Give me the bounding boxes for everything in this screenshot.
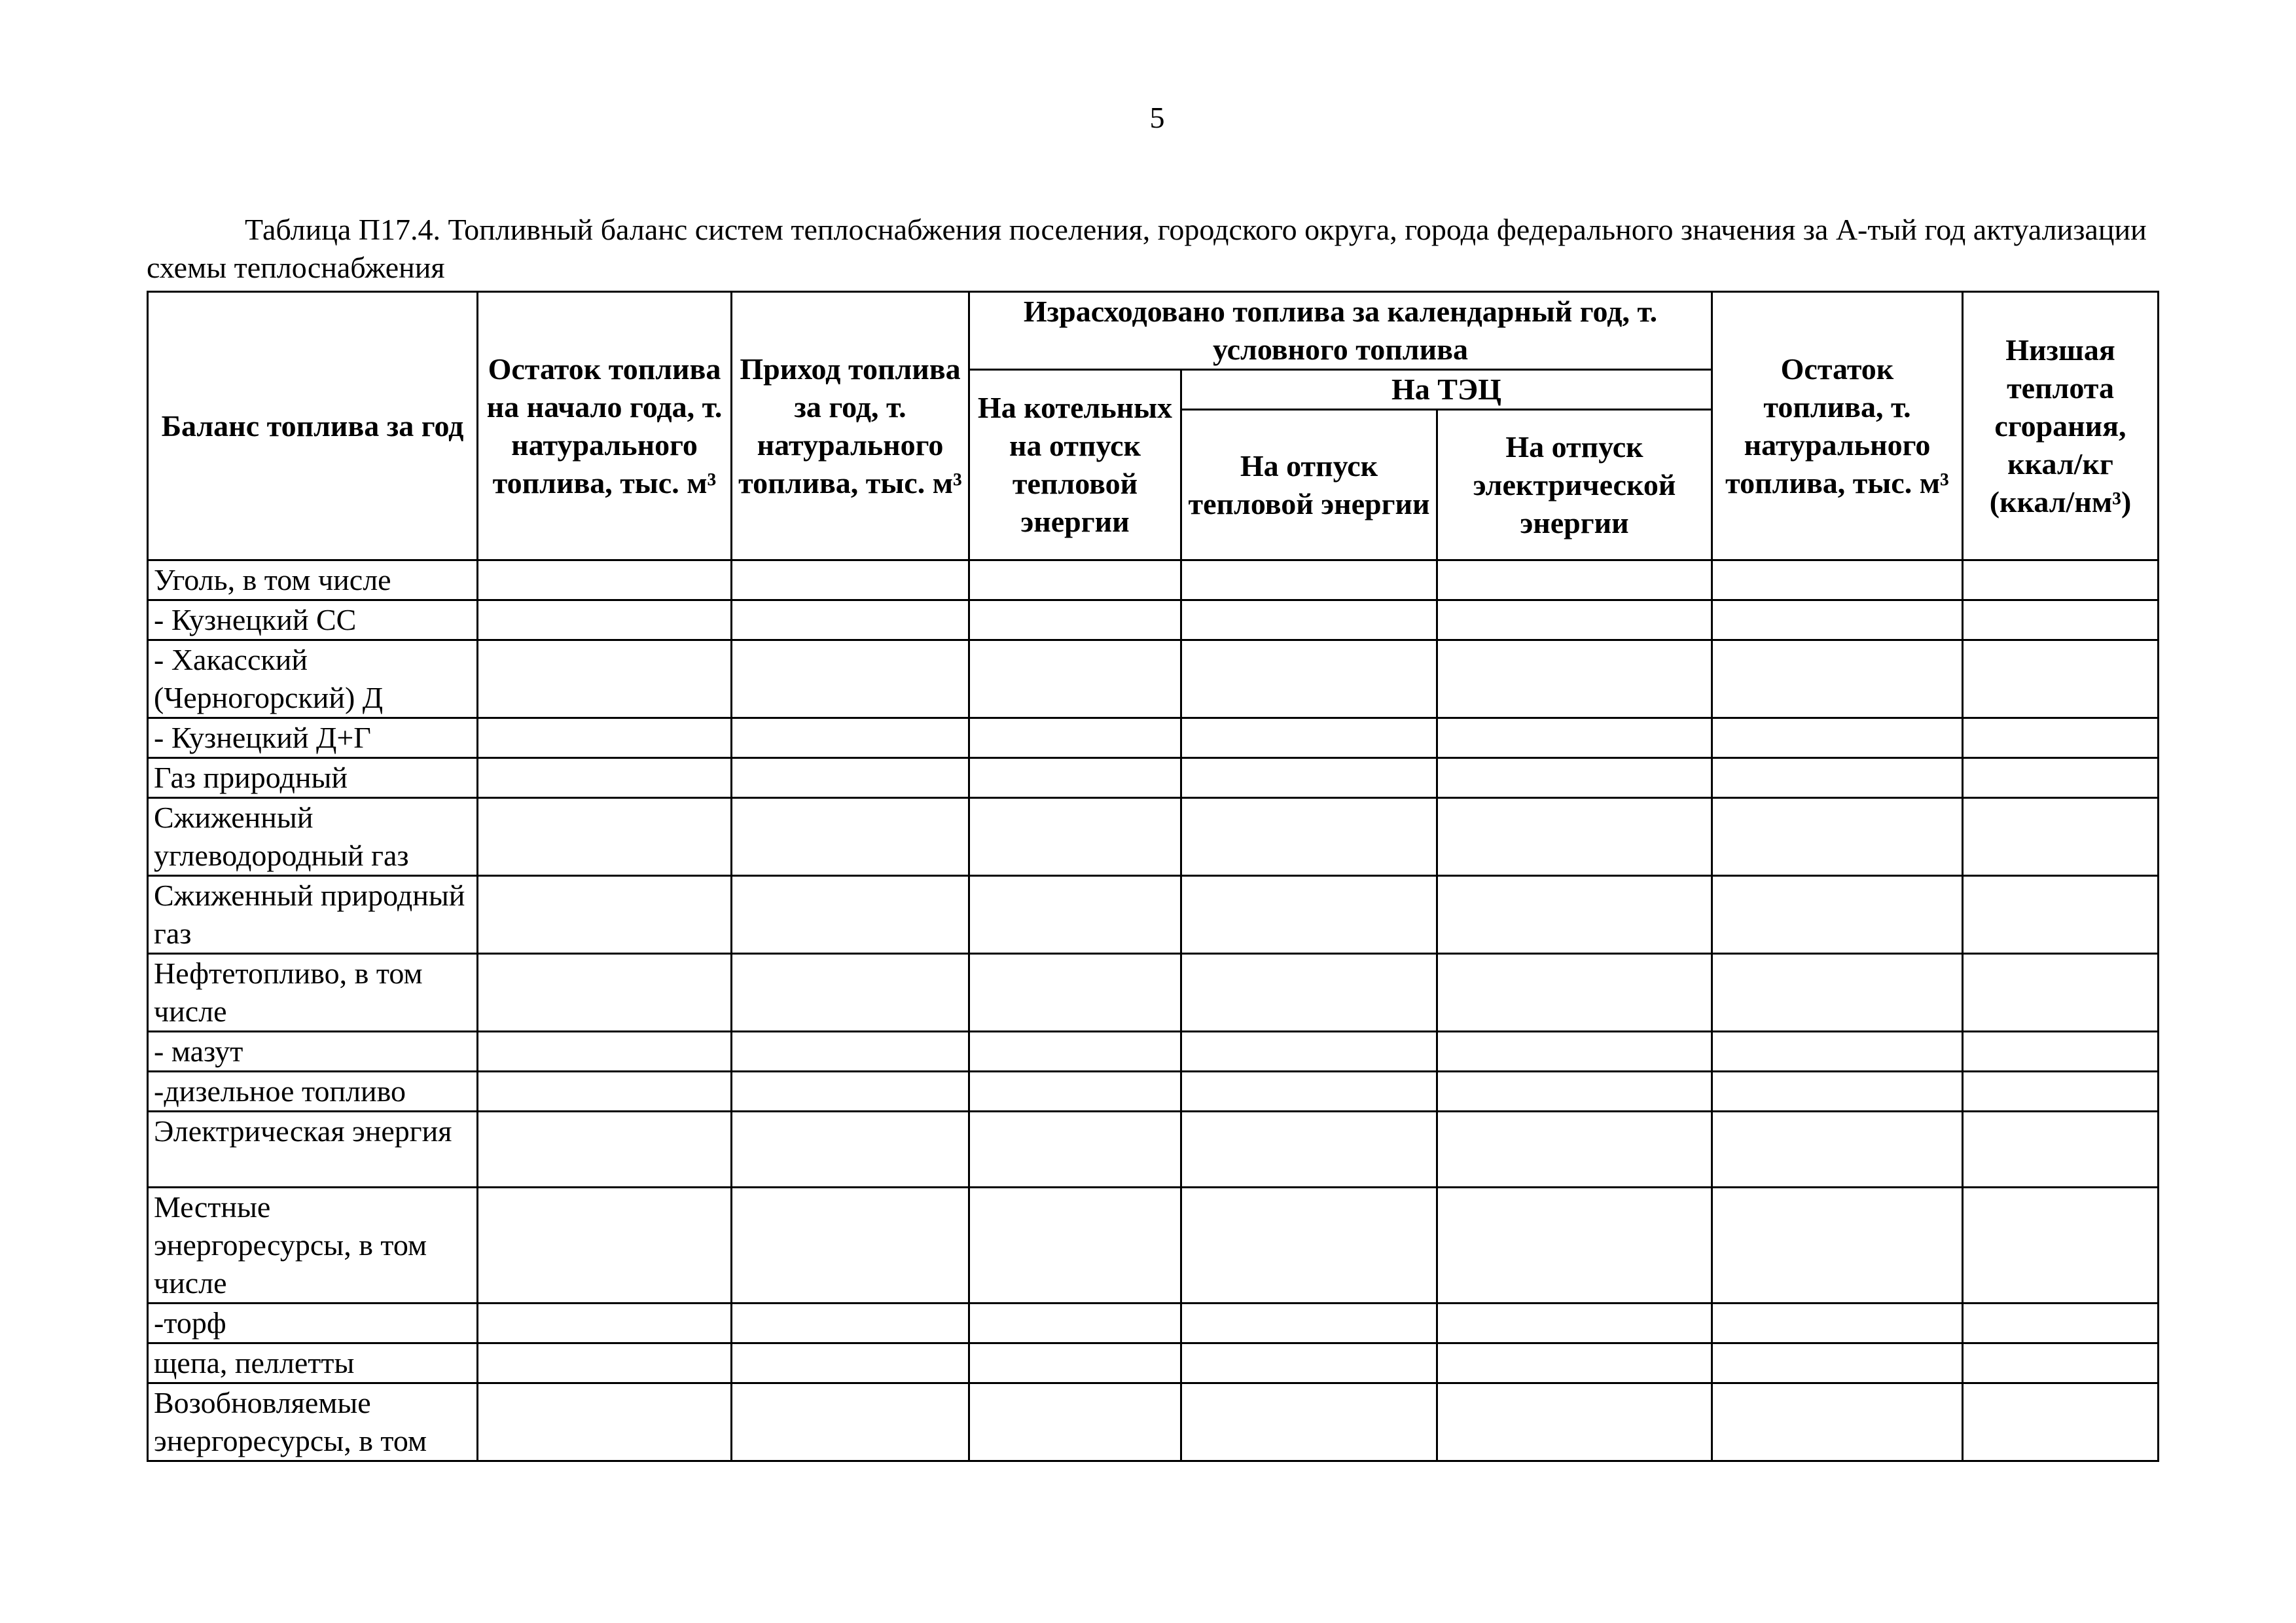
header-chp: На ТЭЦ <box>1181 370 1712 410</box>
table-cell <box>1963 876 2159 954</box>
row-label: Возобновляемые энергоресурсы, в том <box>148 1383 478 1461</box>
table-cell <box>1181 1112 1437 1188</box>
header-balance: Баланс топлива за год <box>148 292 478 560</box>
header-income: Приход топлива за год, т. натурального топлива, тыс. м³ <box>732 292 969 560</box>
table-cell <box>478 1304 732 1343</box>
table-cell <box>1712 560 1963 600</box>
table-row <box>148 954 2159 1032</box>
table-cell <box>1712 1343 1963 1383</box>
table-cell <box>1963 798 2159 876</box>
table-cell <box>732 954 969 1032</box>
table-cell <box>732 1032 969 1072</box>
row-label: - мазут <box>148 1032 478 1072</box>
table-cell <box>1712 1032 1963 1072</box>
table-cell <box>1437 758 1712 798</box>
table-cell <box>1181 560 1437 600</box>
table-row <box>148 1112 2159 1188</box>
table-cell <box>1963 1188 2159 1304</box>
header-start-stock: Остаток топлива на начало года, т. натурального топлива, тыс. м³ <box>478 292 732 560</box>
table-cell <box>1963 1343 2159 1383</box>
table-cell <box>478 600 732 640</box>
table-cell <box>1963 954 2159 1032</box>
table-cell <box>1712 600 1963 640</box>
table-row <box>148 1343 2159 1383</box>
table-cell <box>1181 1188 1437 1304</box>
table-cell <box>478 1383 732 1461</box>
table-cell <box>969 560 1181 600</box>
table-cell <box>478 1032 732 1072</box>
table-cell <box>1963 1072 2159 1112</box>
table-cell <box>478 1112 732 1188</box>
table-cell <box>732 718 969 758</box>
row-label: - Кузнецкий Д+Г <box>148 718 478 758</box>
table-cell <box>1181 640 1437 718</box>
row-label: -дизельное топливо <box>148 1072 478 1112</box>
table-row <box>148 876 2159 954</box>
table-row <box>148 1032 2159 1072</box>
table-cell <box>1437 876 1712 954</box>
table-cell <box>969 876 1181 954</box>
table-cell <box>969 718 1181 758</box>
row-label: щепа, пеллетты <box>148 1343 478 1383</box>
table-row <box>148 718 2159 758</box>
table-cell <box>1712 1072 1963 1112</box>
table-cell <box>732 876 969 954</box>
table-cell <box>732 1188 969 1304</box>
header-spent: Израсходовано топлива за календарный год, т. условного топлива <box>969 292 1712 370</box>
table-cell <box>1181 1304 1437 1343</box>
table-cell <box>1437 1188 1712 1304</box>
table-cell <box>1437 1383 1712 1461</box>
table-cell <box>478 560 732 600</box>
table-cell <box>732 1383 969 1461</box>
table-row <box>148 798 2159 876</box>
table-cell <box>732 798 969 876</box>
table-cell <box>1437 560 1712 600</box>
row-label: Электрическая энергия <box>148 1112 478 1188</box>
table-cell <box>478 876 732 954</box>
row-label: -торф <box>148 1304 478 1343</box>
table-cell <box>969 954 1181 1032</box>
table-cell <box>1437 1072 1712 1112</box>
table-cell <box>1963 1032 2159 1072</box>
table-cell <box>478 1188 732 1304</box>
table-cell <box>478 954 732 1032</box>
table-cell <box>1712 1304 1963 1343</box>
header-boilers: На котельных на отпуск тепловой энергии <box>969 370 1181 560</box>
table-cell <box>1181 718 1437 758</box>
row-label: Нефтетопливо, в том числе <box>148 954 478 1032</box>
table-row <box>148 1072 2159 1112</box>
table-cell <box>732 600 969 640</box>
table-cell <box>1963 718 2159 758</box>
row-label: Сжиженный углеводородный газ <box>148 798 478 876</box>
table-cell <box>732 1072 969 1112</box>
table-row <box>148 1188 2159 1304</box>
header-end-stock: Остаток топлива, т. натурального топлива, тыс. м³ <box>1712 292 1963 560</box>
table-cell <box>1712 1383 1963 1461</box>
table-cell <box>1437 640 1712 718</box>
fuel-balance-table <box>147 291 2159 1462</box>
table-cell <box>478 758 732 798</box>
table-row <box>148 640 2159 718</box>
table-cell <box>969 1383 1181 1461</box>
table-cell <box>478 1343 732 1383</box>
row-label: - Кузнецкий СС <box>148 600 478 640</box>
table-cell <box>1712 1188 1963 1304</box>
table-cell <box>969 640 1181 718</box>
table-cell <box>1181 876 1437 954</box>
table-cell <box>1712 640 1963 718</box>
table-cell <box>969 798 1181 876</box>
table-cell <box>1712 798 1963 876</box>
row-label: Сжиженный природный газ <box>148 876 478 954</box>
table-cell <box>1712 954 1963 1032</box>
header-chp-power: На отпуск электрической энергии <box>1437 410 1712 560</box>
table-row <box>148 600 2159 640</box>
table-cell <box>732 1112 969 1188</box>
table-cell <box>969 600 1181 640</box>
table-cell <box>1963 1304 2159 1343</box>
table-cell <box>1437 954 1712 1032</box>
table-cell <box>1712 876 1963 954</box>
table-cell <box>1437 600 1712 640</box>
table-cell <box>969 1072 1181 1112</box>
row-label: - Хакасский (Черногорский) Д <box>148 640 478 718</box>
table-caption: Таблица П17.4. Топливный баланс систем теплоснабжения поселения, городского округа, города федерального значения за А-тый год актуализации схемы теплоснабжения <box>147 213 2147 284</box>
table-row <box>148 560 2159 600</box>
table-cell <box>1963 640 2159 718</box>
table-cell <box>478 640 732 718</box>
table-cell <box>1963 1112 2159 1188</box>
table-cell <box>1963 560 2159 600</box>
table-body <box>148 560 2159 1461</box>
table-row <box>148 1383 2159 1461</box>
table-cell <box>1712 758 1963 798</box>
table-cell <box>1712 1112 1963 1188</box>
row-label: Уголь, в том числе <box>148 560 478 600</box>
table-cell <box>969 1343 1181 1383</box>
table-cell <box>478 1072 732 1112</box>
table-cell <box>478 718 732 758</box>
table-cell <box>969 1032 1181 1072</box>
table-cell <box>732 560 969 600</box>
table-cell <box>969 1304 1181 1343</box>
table-cell <box>1181 758 1437 798</box>
table-cell <box>1181 798 1437 876</box>
table-cell <box>969 1112 1181 1188</box>
table-cell <box>1181 1032 1437 1072</box>
table-cell <box>732 758 969 798</box>
row-label: Газ природный <box>148 758 478 798</box>
page-number: 5 <box>1149 101 1165 134</box>
table-cell <box>1963 758 2159 798</box>
table-cell <box>732 640 969 718</box>
table-cell <box>1437 718 1712 758</box>
table-cell <box>1181 954 1437 1032</box>
table-cell <box>969 758 1181 798</box>
table-cell <box>969 1188 1181 1304</box>
table-cell <box>1437 798 1712 876</box>
table-cell <box>1437 1343 1712 1383</box>
table-row <box>148 1304 2159 1343</box>
row-label: Местные энергоресурсы, в том числе <box>148 1188 478 1304</box>
table-cell <box>1712 718 1963 758</box>
table-cell <box>1437 1304 1712 1343</box>
table-cell <box>732 1343 969 1383</box>
header-heat-value: Низшая теплота сгорания, ккал/кг (ккал/нм³) <box>1963 292 2159 560</box>
table-cell <box>1181 1072 1437 1112</box>
table-cell <box>1963 1383 2159 1461</box>
table-cell <box>1181 1383 1437 1461</box>
table-cell <box>1437 1032 1712 1072</box>
table-cell <box>1437 1112 1712 1188</box>
header-chp-heat: На отпуск тепловой энергии <box>1181 410 1437 560</box>
table-cell <box>478 798 732 876</box>
table-cell <box>1181 1343 1437 1383</box>
table-cell <box>1963 600 2159 640</box>
table-row <box>148 758 2159 798</box>
table-cell <box>732 1304 969 1343</box>
table-cell <box>1181 600 1437 640</box>
